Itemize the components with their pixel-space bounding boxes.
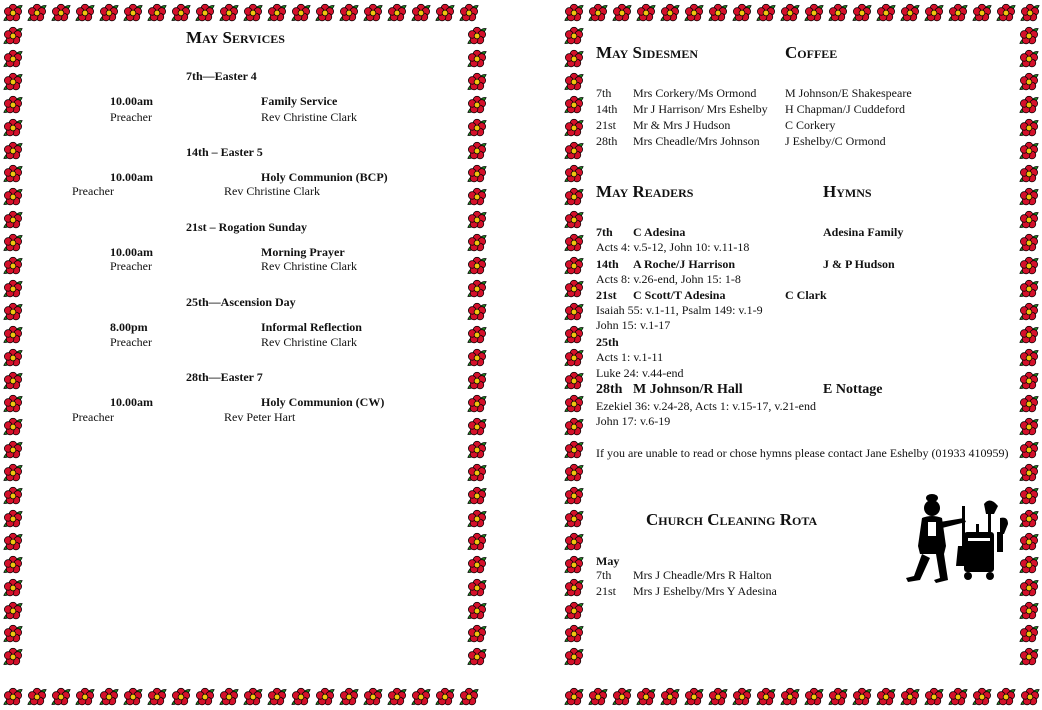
coffee-name: M Johnson/E Shakespeare	[785, 86, 912, 100]
service-name: Holy Communion (BCP)	[261, 170, 388, 184]
cleaning-month: May	[596, 554, 620, 568]
preacher-label: Preacher	[110, 335, 152, 349]
coffee-title: Coffee	[785, 43, 838, 62]
reading-text: Isaiah 55: v.1-11, Psalm 149: v.1-9	[596, 303, 763, 317]
service-name: Holy Communion (CW)	[261, 395, 385, 409]
cleaning-date: 7th	[596, 568, 612, 582]
cleaner-silhouette-icon	[904, 488, 1014, 584]
reader-date: 21st	[596, 288, 617, 302]
service-time: 10.00am	[110, 94, 153, 108]
service-date: 7th—Easter 4	[186, 69, 257, 83]
sidesmen-name: Mrs Corkery/Ms Ormond	[633, 86, 757, 100]
hymns-name: E Nottage	[823, 382, 883, 397]
hymns-title: Hymns	[823, 182, 872, 201]
reading-text: Acts 4: v.5-12, John 10: v.11-18	[596, 240, 750, 254]
sidesmen-name: Mr & Mrs J Hudson	[633, 118, 731, 132]
preacher-label: Preacher	[72, 184, 114, 198]
sidesmen-date: 28th	[596, 134, 618, 148]
reading-text: Acts 8: v.26-end, John 15: 1-8	[596, 272, 741, 286]
service-time: 10.00am	[110, 170, 153, 184]
service-name: Morning Prayer	[261, 245, 345, 259]
reader-name: C Scott/T Adesina	[633, 288, 726, 302]
rotas-page	[556, 0, 1042, 710]
sidesmen-date: 21st	[596, 118, 617, 132]
service-date: 25th—Ascension Day	[186, 295, 296, 309]
preacher-label: Preacher	[110, 110, 152, 124]
preacher-name: Rev Christine Clark	[261, 259, 357, 273]
reader-date: 25th	[596, 335, 619, 349]
service-name: Family Service	[261, 94, 338, 108]
reader-date: 28th	[596, 382, 623, 397]
hymns-name: Adesina Family	[823, 225, 904, 239]
hymns-name: J & P Hudson	[823, 257, 895, 271]
reader-name: C Adesina	[633, 225, 686, 239]
reader-date: 7th	[596, 225, 613, 239]
cleaning-names: Mrs J Eshelby/Mrs Y Adesina	[633, 584, 777, 598]
preacher-name: Rev Christine Clark	[261, 335, 357, 349]
reading-text: Ezekiel 36: v.24-28, Acts 1: v.15-17, v.21-end	[596, 399, 816, 413]
services-title: May Services	[186, 28, 285, 47]
cleaning-title: Church Cleaning Rota	[646, 510, 818, 529]
service-date: 28th—Easter 7	[186, 370, 263, 384]
coffee-name: J Eshelby/C Ormond	[785, 134, 886, 148]
reader-name: A Roche/J Harrison	[633, 257, 735, 271]
preacher-label: Preacher	[72, 410, 114, 424]
reading-text: John 17: v.6-19	[596, 414, 671, 428]
reader-name: M Johnson/R Hall	[633, 382, 743, 397]
service-date: 14th – Easter 5	[186, 145, 263, 159]
hymns-name: C Clark	[785, 288, 827, 302]
service-time: 8.00pm	[110, 320, 148, 334]
service-time: 10.00am	[110, 245, 153, 259]
preacher-name: Rev Christine Clark	[224, 184, 320, 198]
sidesmen-name: Mrs Cheadle/Mrs Johnson	[633, 134, 760, 148]
sidesmen-date: 7th	[596, 86, 612, 100]
preacher-name: Rev Christine Clark	[261, 110, 357, 124]
coffee-name: C Corkery	[785, 118, 836, 132]
preacher-name: Rev Peter Hart	[224, 410, 296, 424]
reading-text: Luke 24: v.44-end	[596, 366, 684, 380]
cleaning-names: Mrs J Cheadle/Mrs R Halton	[633, 568, 772, 582]
coffee-name: H Chapman/J Cuddeford	[785, 102, 905, 116]
reading-text: Acts 1: v.1-11	[596, 350, 664, 364]
sidesmen-name: Mr J Harrison/ Mrs Eshelby	[633, 102, 768, 116]
readers-title: May Readers	[596, 182, 694, 201]
service-date: 21st – Rogation Sunday	[186, 220, 308, 234]
service-time: 10.00am	[110, 395, 153, 409]
preacher-label: Preacher	[110, 259, 152, 273]
cleaning-date: 21st	[596, 584, 617, 598]
readers-note: If you are unable to read or chose hymns please contact Jane Eshelby (01933 410959)	[596, 446, 1009, 460]
sidesmen-title: May Sidesmen	[596, 43, 698, 62]
reader-date: 14th	[596, 257, 619, 271]
sidesmen-date: 14th	[596, 102, 618, 116]
reading-text: John 15: v.1-17	[596, 318, 671, 332]
service-name: Informal Reflection	[261, 320, 362, 334]
